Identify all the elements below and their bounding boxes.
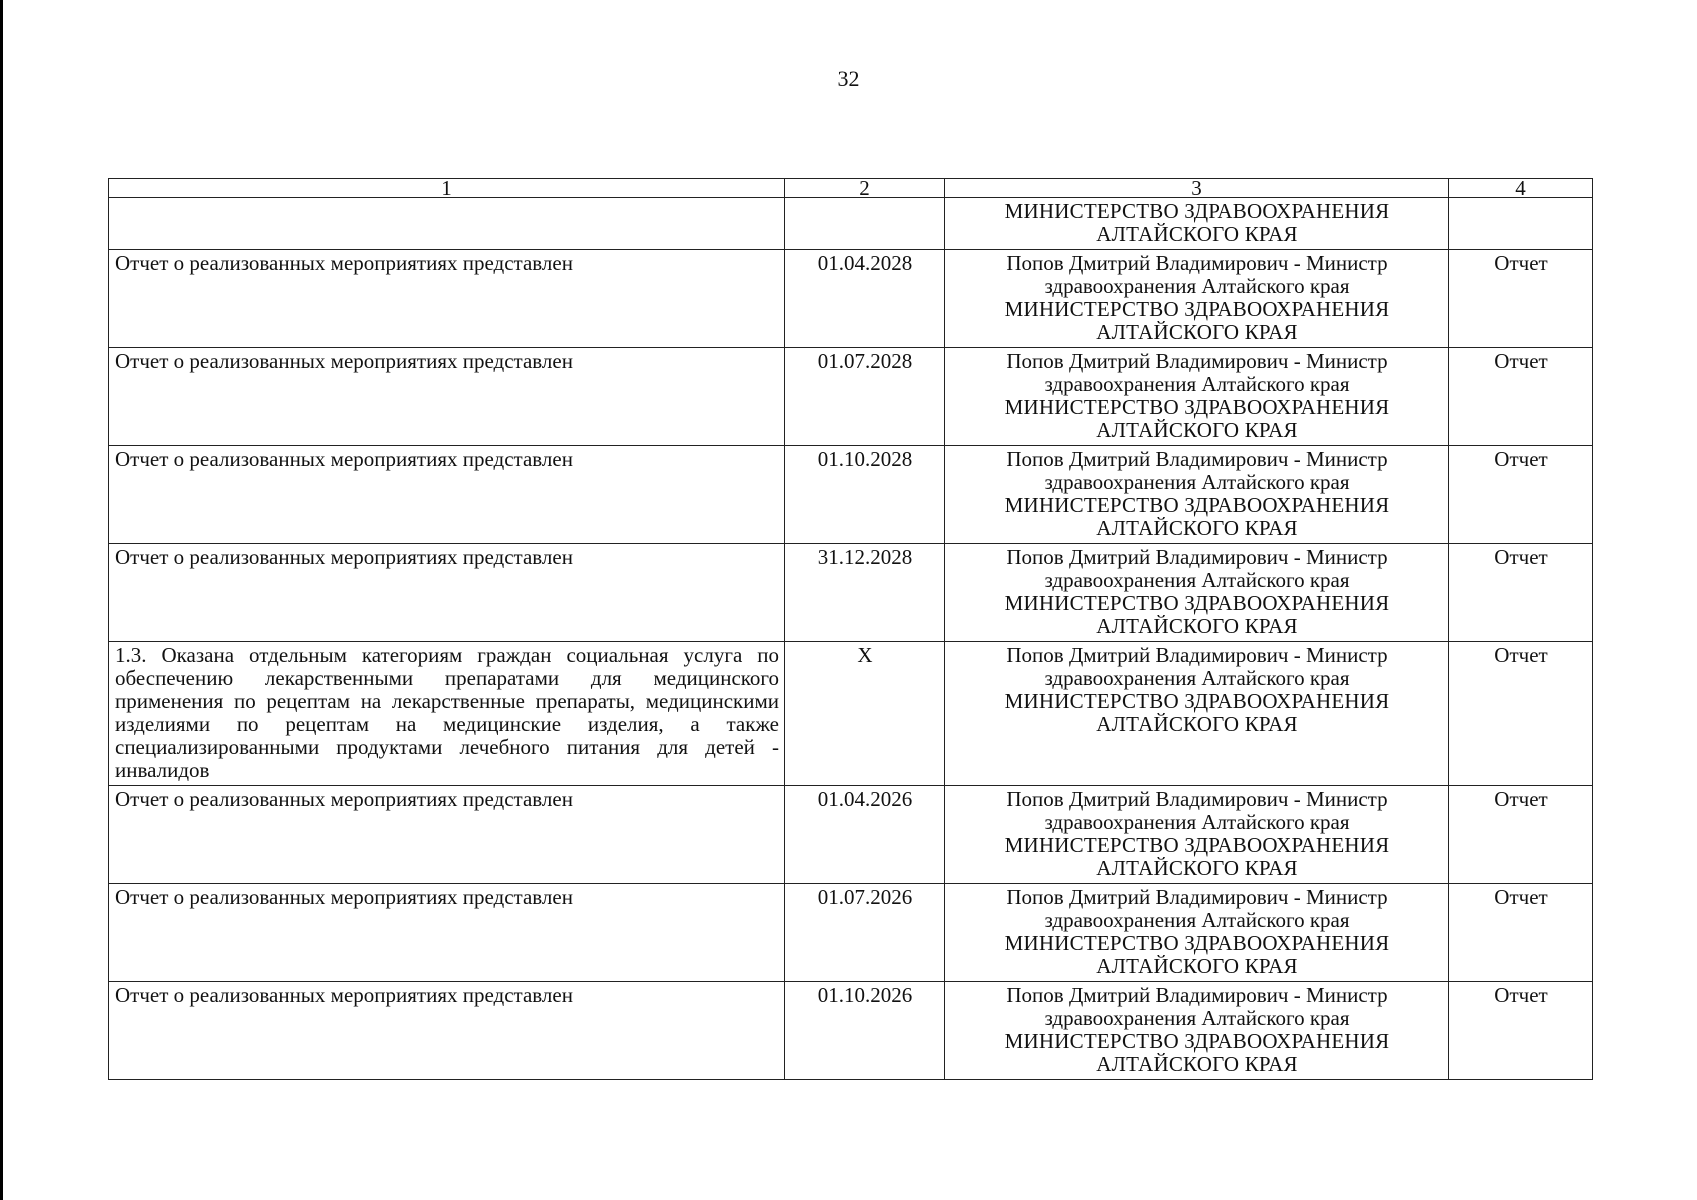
document-cell xyxy=(1449,198,1593,250)
responsible-person: Попов Дмитрий Владимирович - Министр здравоохранения Алтайского края xyxy=(1006,787,1388,834)
responsible-cell xyxy=(945,348,1449,446)
responsible-cell xyxy=(945,198,1449,250)
document-cell: Отчет xyxy=(1449,786,1593,884)
date-cell: 01.10.2026 xyxy=(785,982,945,1080)
ministry-name: МИНИСТЕРСТВО ЗДРАВООХРАНЕНИЯ АЛТАЙСКОГО КРАЯ xyxy=(1004,591,1390,638)
date-cell: 01.04.2028 xyxy=(785,250,945,348)
table-row xyxy=(109,544,1593,642)
responsible-cell xyxy=(945,982,1449,1080)
document-cell: Отчет xyxy=(1449,544,1593,642)
table-row xyxy=(109,198,1593,250)
document-cell: Отчет xyxy=(1449,884,1593,982)
responsible-person: Попов Дмитрий Владимирович - Министр здравоохранения Алтайского края xyxy=(1006,643,1388,690)
event-cell: Отчет о реализованных мероприятиях представлен xyxy=(109,250,785,348)
table-row xyxy=(109,250,1593,348)
responsible-cell xyxy=(945,884,1449,982)
event-cell: Отчет о реализованных мероприятиях представлен xyxy=(109,446,785,544)
responsible-cell xyxy=(945,642,1449,786)
event-cell: Отчет о реализованных мероприятиях представлен xyxy=(109,786,785,884)
date-cell: 01.07.2026 xyxy=(785,884,945,982)
table-row xyxy=(109,642,1593,786)
scan-edge-mark xyxy=(0,0,3,1200)
event-cell: 1.3. Оказана отдельным категориям граждан социальная услуга по обеспечению лекарственными препаратами для медицинского применения по рецептам на лекарственные препараты, медицинскими изделиями по рецептам на медицинские изделия, а также специализированными продуктами лечебного питания для детей - инвалидов xyxy=(109,642,785,786)
date-cell: X xyxy=(785,642,945,786)
responsible-cell xyxy=(945,446,1449,544)
event-cell xyxy=(109,198,785,250)
table-row xyxy=(109,982,1593,1080)
ministry-name: МИНИСТЕРСТВО ЗДРАВООХРАНЕНИЯ АЛТАЙСКОГО КРАЯ xyxy=(1004,833,1390,880)
header-col-2: 2 xyxy=(785,179,945,198)
event-cell: Отчет о реализованных мероприятиях представлен xyxy=(109,884,785,982)
table-row xyxy=(109,786,1593,884)
header-col-3: 3 xyxy=(945,179,1449,198)
table-header-row xyxy=(109,179,1593,198)
ministry-name: МИНИСТЕРСТВО ЗДРАВООХРАНЕНИЯ АЛТАЙСКОГО КРАЯ xyxy=(1004,297,1390,344)
document-cell: Отчет xyxy=(1449,446,1593,544)
schedule-table xyxy=(108,178,1593,1080)
responsible-person: Попов Дмитрий Владимирович - Министр здравоохранения Алтайского края xyxy=(1006,983,1388,1030)
ministry-name: МИНИСТЕРСТВО ЗДРАВООХРАНЕНИЯ АЛТАЙСКОГО КРАЯ xyxy=(1004,689,1390,736)
table-row xyxy=(109,446,1593,544)
responsible-cell xyxy=(945,786,1449,884)
responsible-person: Попов Дмитрий Владимирович - Министр здравоохранения Алтайского края xyxy=(1006,349,1388,396)
table-row xyxy=(109,884,1593,982)
table-row xyxy=(109,348,1593,446)
date-cell: 31.12.2028 xyxy=(785,544,945,642)
date-cell: 01.10.2028 xyxy=(785,446,945,544)
page-number: 32 xyxy=(837,66,860,91)
ministry-name: МИНИСТЕРСТВО ЗДРАВООХРАНЕНИЯ АЛТАЙСКОГО КРАЯ xyxy=(1004,395,1390,442)
event-cell: Отчет о реализованных мероприятиях представлен xyxy=(109,544,785,642)
responsible-person: Попов Дмитрий Владимирович - Министр здравоохранения Алтайского края xyxy=(1006,545,1388,592)
header-col-1: 1 xyxy=(109,179,785,198)
event-cell: Отчет о реализованных мероприятиях представлен xyxy=(109,348,785,446)
ministry-name: МИНИСТЕРСТВО ЗДРАВООХРАНЕНИЯ АЛТАЙСКОГО КРАЯ xyxy=(1004,493,1390,540)
document-cell: Отчет xyxy=(1449,642,1593,786)
header-col-4: 4 xyxy=(1449,179,1593,198)
ministry-name: МИНИСТЕРСТВО ЗДРАВООХРАНЕНИЯ АЛТАЙСКОГО КРАЯ xyxy=(1004,1029,1390,1076)
document-cell: Отчет xyxy=(1449,250,1593,348)
date-cell xyxy=(785,198,945,250)
event-cell: Отчет о реализованных мероприятиях представлен xyxy=(109,982,785,1080)
responsible-cell xyxy=(945,250,1449,348)
document-cell: Отчет xyxy=(1449,982,1593,1080)
date-cell: 01.07.2028 xyxy=(785,348,945,446)
responsible-person: Попов Дмитрий Владимирович - Министр здравоохранения Алтайского края xyxy=(1006,447,1388,494)
responsible-person: Попов Дмитрий Владимирович - Министр здравоохранения Алтайского края xyxy=(1006,251,1388,298)
responsible-cell xyxy=(945,544,1449,642)
ministry-name: МИНИСТЕРСТВО ЗДРАВООХРАНЕНИЯ АЛТАЙСКОГО КРАЯ xyxy=(1004,199,1390,246)
document-cell: Отчет xyxy=(1449,348,1593,446)
date-cell: 01.04.2026 xyxy=(785,786,945,884)
ministry-name: МИНИСТЕРСТВО ЗДРАВООХРАНЕНИЯ АЛТАЙСКОГО КРАЯ xyxy=(1004,931,1390,978)
responsible-person: Попов Дмитрий Владимирович - Министр здравоохранения Алтайского края xyxy=(1006,885,1388,932)
